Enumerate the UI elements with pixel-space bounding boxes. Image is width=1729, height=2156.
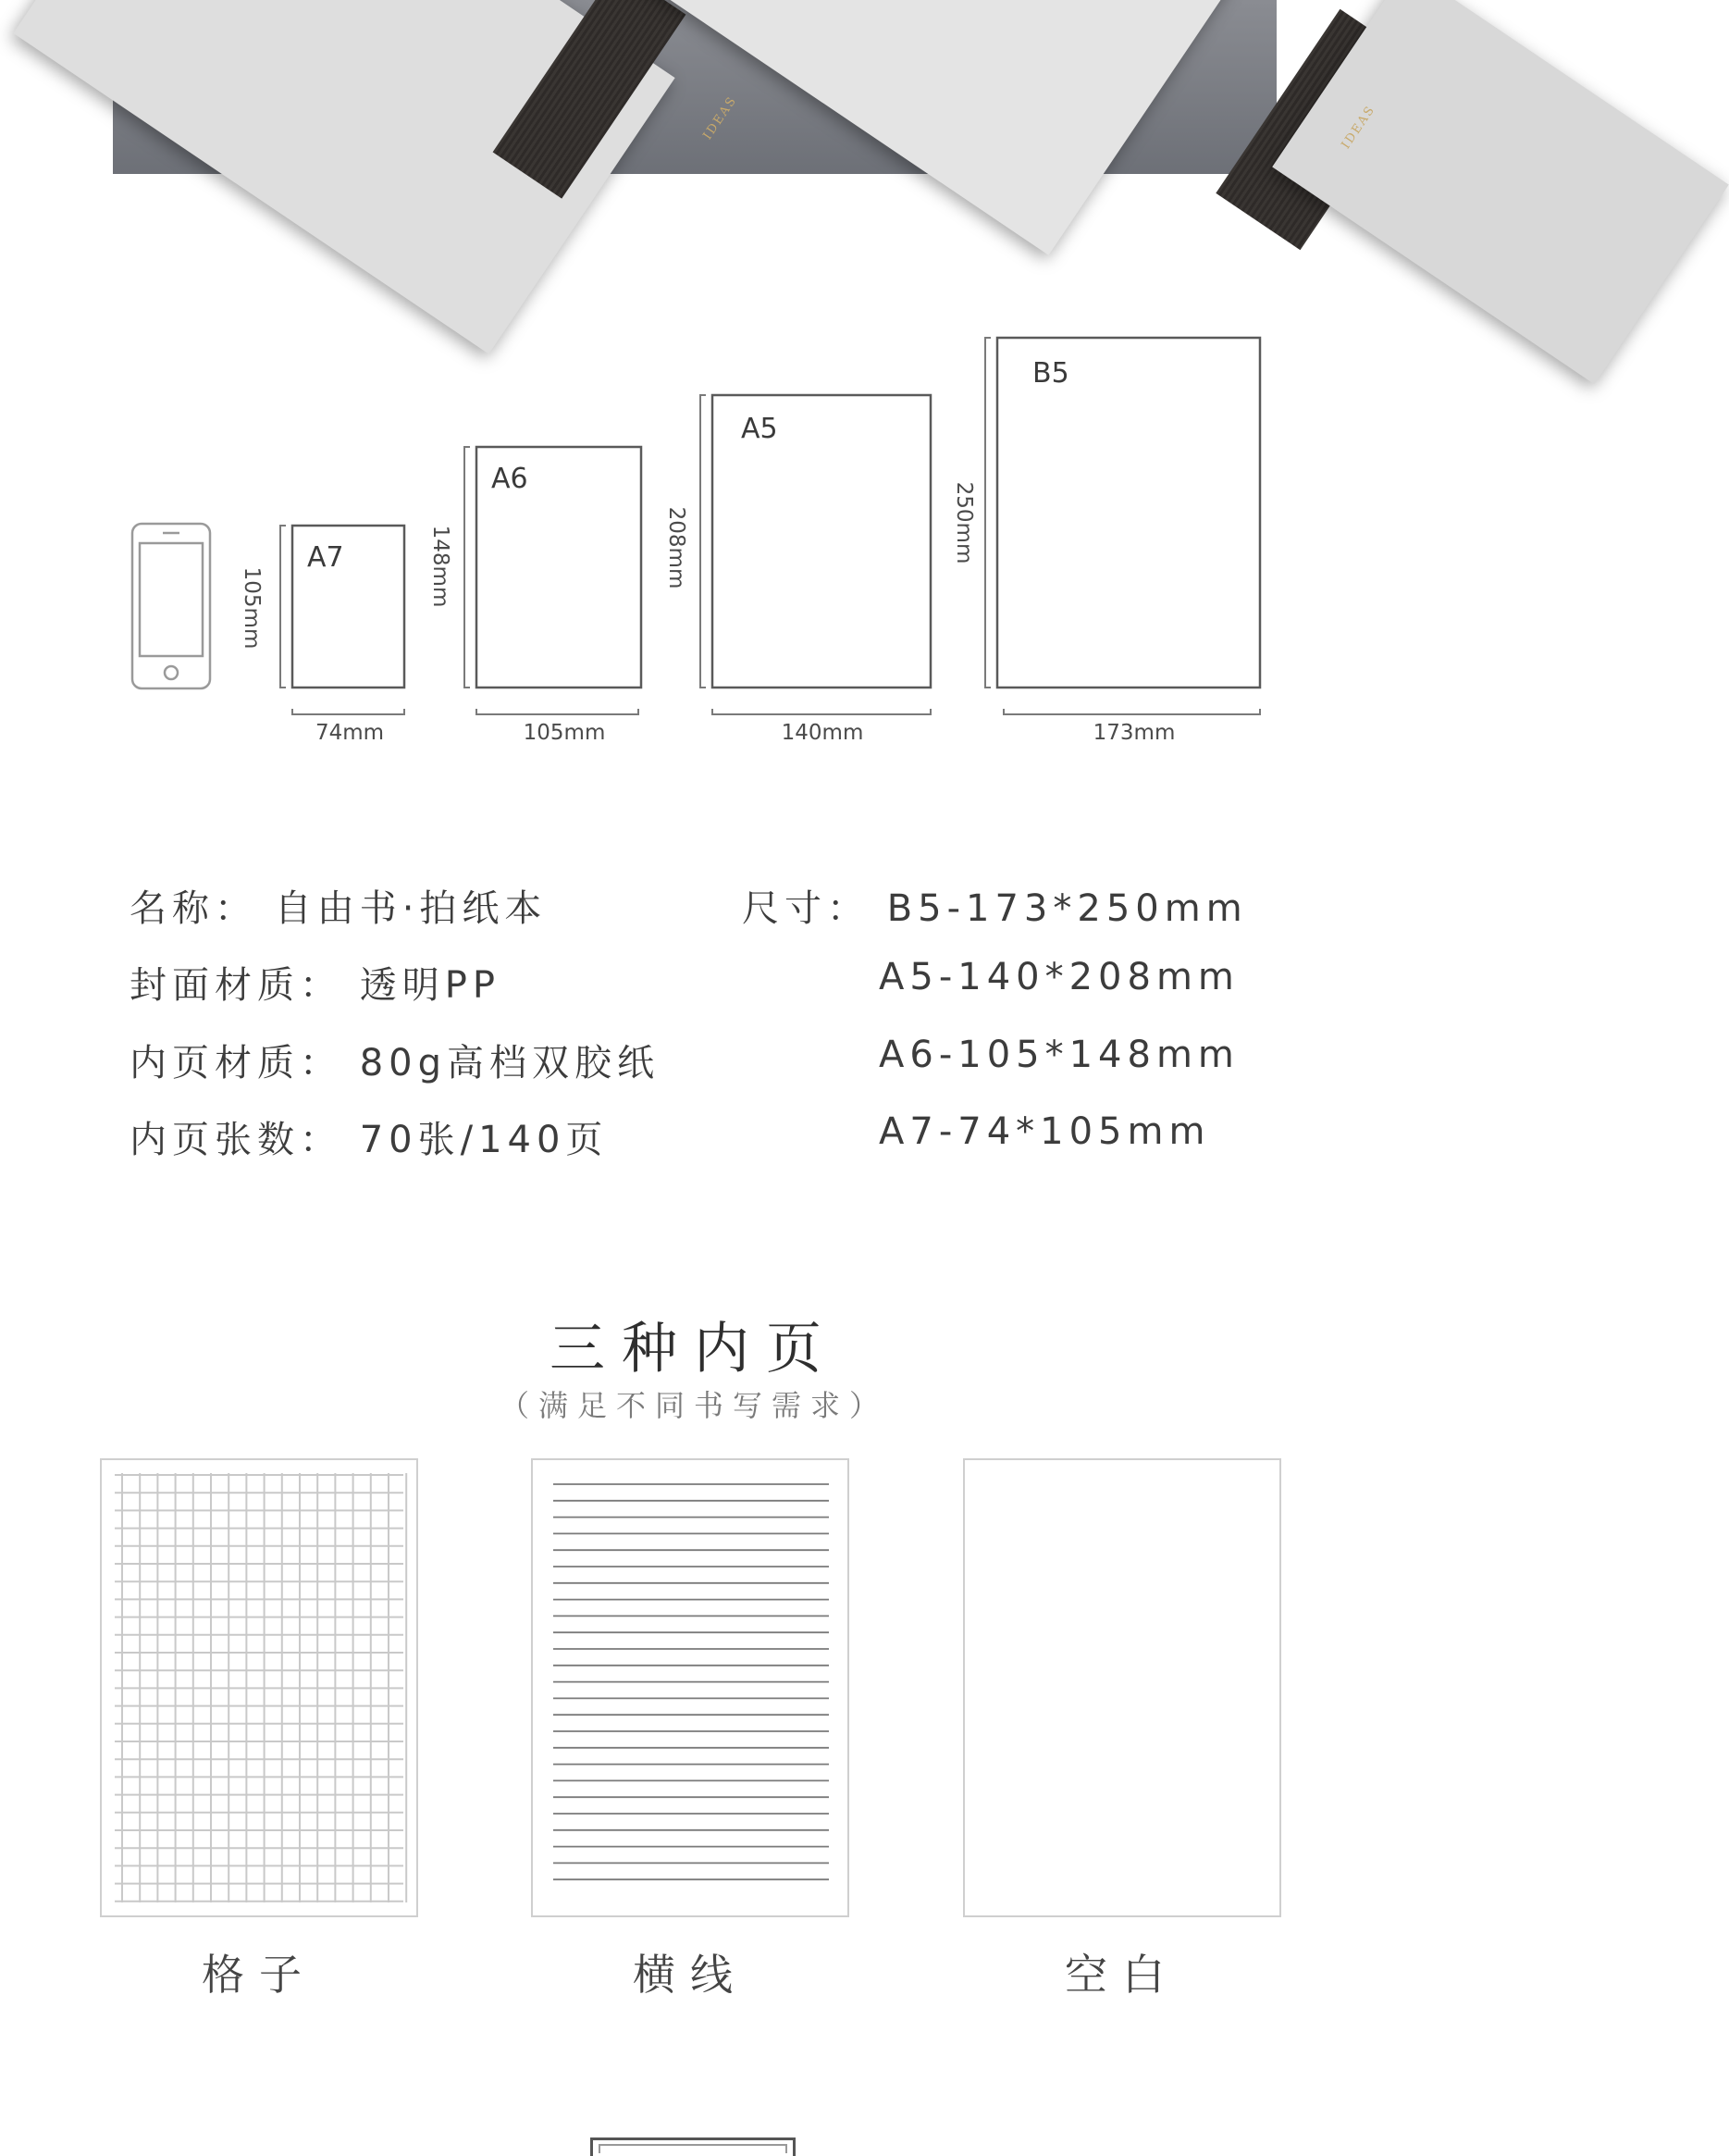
- a7-height: 105mm: [240, 566, 264, 650]
- grid-pattern: [102, 1460, 416, 1915]
- a5-height-bracket: [700, 395, 706, 688]
- spec-size-a6: A6-105*148mm: [879, 1034, 1240, 1076]
- a7-height-bracket: [280, 526, 286, 688]
- b5-width-bracket: [1004, 709, 1260, 714]
- size-a7: [240, 526, 404, 745]
- a6-height: 148mm: [428, 525, 452, 608]
- size-b5: [952, 338, 1260, 745]
- blank-label: 空白: [1065, 1950, 1179, 2000]
- a7-label: A7: [307, 541, 344, 574]
- spec-size-a7: A7-74*105mm: [879, 1110, 1211, 1153]
- lined-pattern: [533, 1460, 847, 1915]
- lined-sheet: [531, 1458, 849, 1917]
- lined-label: 横线: [633, 1950, 747, 2000]
- hero-photo: [113, 0, 1378, 174]
- size-a5: [664, 395, 931, 745]
- page-types-subtitle: （满足不同书写需求）: [499, 1388, 888, 1423]
- grid-label: 格子: [202, 1950, 316, 2000]
- brand-mark-right: IDEAS: [1339, 103, 1378, 152]
- brand-mark-left: IDEAS: [700, 93, 740, 142]
- a5-width: 140mm: [781, 721, 864, 745]
- a6-width: 105mm: [523, 721, 606, 745]
- b5-height: 250mm: [952, 481, 976, 564]
- page-types-title: 三种内页: [550, 1317, 838, 1382]
- phone-icon: [132, 524, 210, 688]
- blank-sheet: [963, 1458, 1281, 1917]
- spec-paper: 内页材质： 80g高档双胶纸: [130, 1042, 661, 1084]
- next-section-frame: [590, 2137, 796, 2156]
- b5-height-bracket: [985, 338, 991, 688]
- a6-height-bracket: [464, 447, 470, 688]
- size-a6: [428, 447, 641, 745]
- a7-width-bracket: [292, 709, 404, 714]
- grid-sheet: [100, 1458, 418, 1917]
- a7-width: 74mm: [315, 721, 385, 745]
- a5-width-bracket: [712, 709, 931, 714]
- spec-name: 名称： 自由书·拍纸本: [130, 887, 548, 930]
- a5-height: 208mm: [664, 506, 688, 589]
- spec-size-a5: A5-140*208mm: [879, 956, 1240, 998]
- b5-sheet: [997, 338, 1260, 688]
- a5-label: A5: [741, 413, 778, 445]
- b5-label: B5: [1032, 357, 1069, 390]
- spec-size-b5: 尺寸： B5-173*250mm: [742, 887, 1248, 930]
- spec-cover: 封面材质： 透明PP: [130, 964, 500, 1007]
- spec-pages: 内页张数： 70张/140页: [130, 1119, 609, 1161]
- b5-width: 173mm: [1093, 721, 1176, 745]
- a6-width-bracket: [476, 709, 638, 714]
- a6-label: A6: [491, 463, 528, 495]
- size-diagram: [0, 315, 1388, 759]
- size-comparison: [0, 315, 1388, 759]
